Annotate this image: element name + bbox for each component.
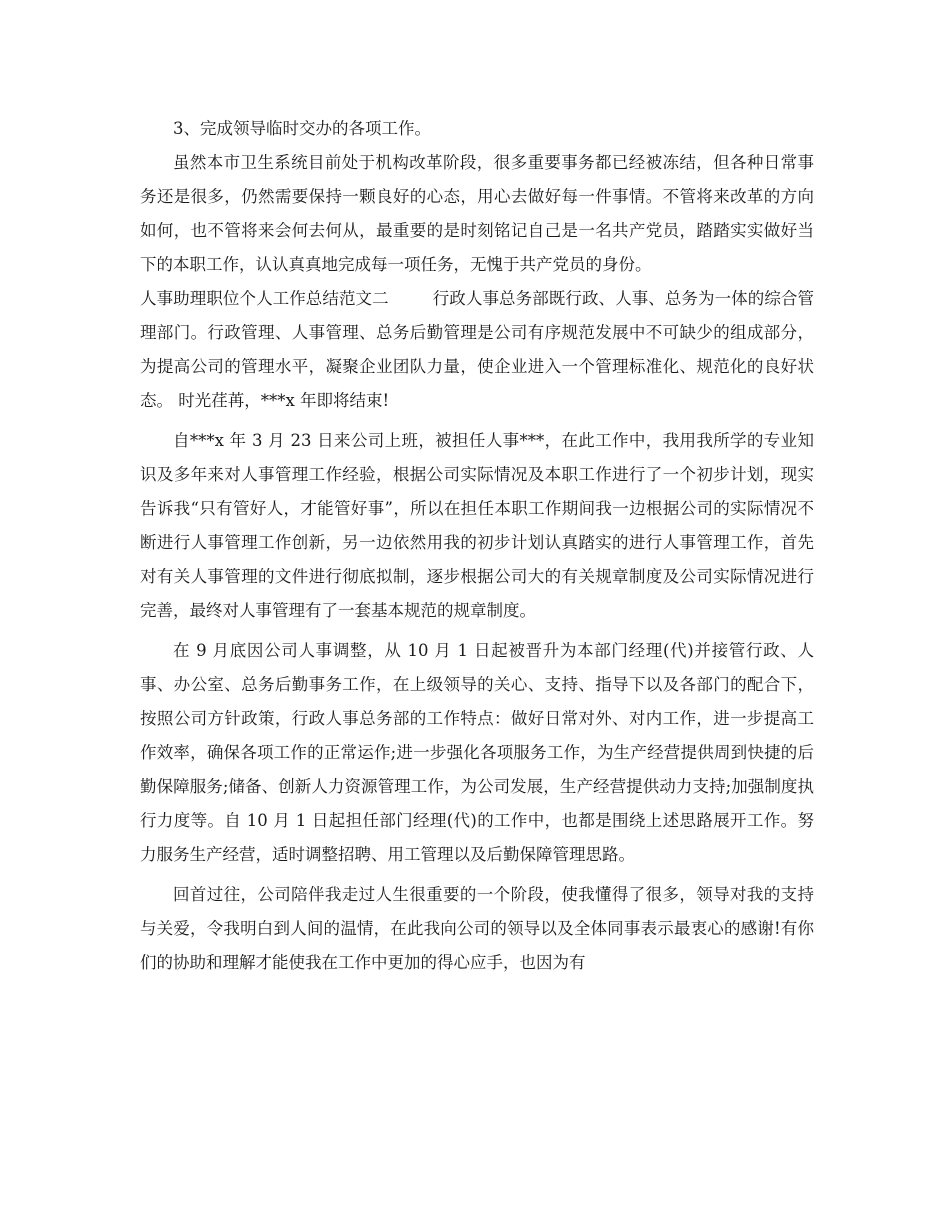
section-heading-paragraph — [140, 282, 814, 418]
paragraph-item-3: 3、完成领导临时交办的各项工作。 — [173, 119, 431, 138]
section-title: 人事助理职位个人工作总结范文二 — [140, 289, 389, 308]
document-body — [140, 112, 814, 980]
paragraph-promotion: 在 9 月底因公司人事调整，从 10 月 1 日起被晋升为本部门经理(代)并接管行政、人事、办公室、总务后勤事务工作，在上级领导的关心、支持、指导下以及各部门的配合下，按照公司方针政策，行政人事总务部的工作特点：做好日常对外、对内工作，进一步提高工作效率，确保各项工作的正常运作;进一步强化各项服务工作，为生产经营提供周到快捷的后勤保障服务;储备、创新人力资源管理工作，为公司发展，生产经营提供动力支持;加强制度执行力度等。自 10 月 1 日起担任部门经理(代)的工作中，也都是围绕上述思路展开工作。努力服务生产经营，适时调整招聘、用工管理以及后勤保障管理思路。 — [140, 641, 814, 864]
paragraph-hire-history: 自***x 年 3 月 23 日来公司上班，被担任人事***，在此工作中，我用我所学的专业知识及多年来对人事管理工作经验，根据公司实际情况及本职工作进行了一个初步计划，现实告诉我“只有管好人，才能管好事”，所以在担任本职工作期间我一边根据公司的实际情况不断进行人事管理工作创新，另一边依然用我的初步计划认真踏实的进行人事管理工作，首先对有关人事管理的文件进行彻底拟制，逐步根据公司大的有关规章制度及公司实际情况进行完善，最终对人事管理有了一套基本规范的规章制度。 — [140, 431, 814, 620]
paragraph-gratitude: 回首过往，公司陪伴我走过人生很重要的一个阶段，使我懂得了很多，领导对我的支持与关爱，令我明白到人间的温情，在此我向公司的领导以及全体同事表示最衷心的感谢!有你们的协助和理解才能使我在工作中更加的得心应手，也因为有 — [140, 885, 814, 972]
section-intro: 行政人事总务部既行政、人事、总务为一体的综合管理部门。行政管理、人事管理、总务后勤管理是公司有序规范发展中不可缺少的组成部分，为提高公司的管理水平，凝聚企业团队力量，使企业进入一个管理标准化、规范化的良好状态。 时光荏苒，***x 年即将结束! — [140, 289, 815, 410]
paragraph-reform: 虽然本市卫生系统目前处于机构改革阶段，很多重要事务都已经被冻结，但各种日常事务还是很多，仍然需要保持一颗良好的心态，用心去做好每一件事情。不管将来改革的方向如何，也不管将来会何去何从，最重要的是时刻铭记自己是一名共产党员，踏踏实实做好当下的本职工作，认认真真地完成每一项任务，无愧于共产党员的身份。 — [140, 153, 814, 274]
